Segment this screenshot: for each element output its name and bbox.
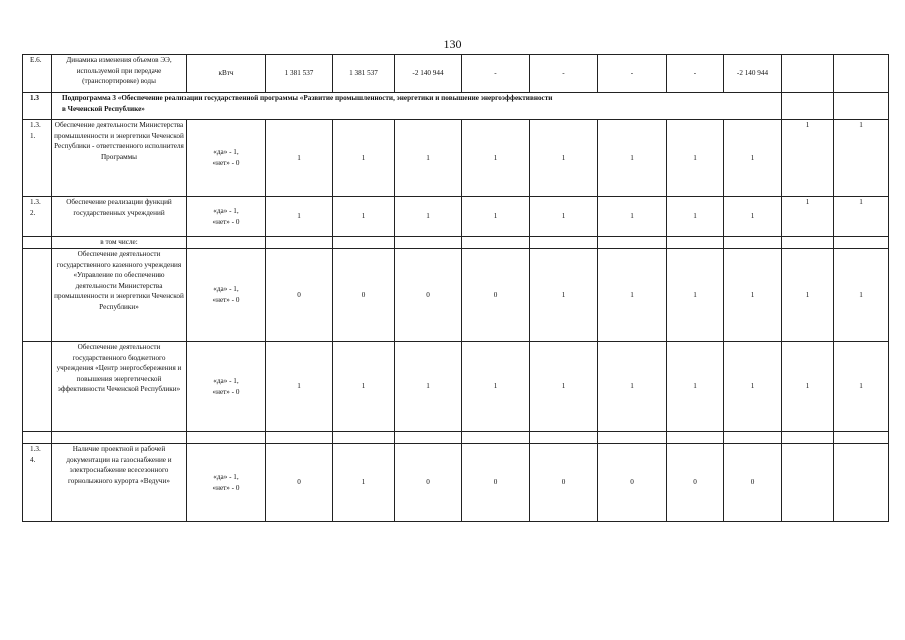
indicator-name: Обеспечение реализации функций государственных учреждений: [52, 197, 187, 237]
value-cell: 1: [333, 120, 395, 197]
empty-cell: [52, 432, 187, 444]
value-cell: 1: [462, 342, 530, 432]
empty-cell: [598, 237, 667, 249]
value-cell: 1: [266, 120, 333, 197]
unit-cell: «да» - 1, «нет» - 0: [187, 444, 266, 522]
empty-cell: [23, 249, 52, 342]
value-cell: 1: [724, 249, 782, 342]
empty-cell: [333, 432, 395, 444]
row-id: 1.3. 1.: [23, 120, 52, 197]
subprogram-row: [23, 93, 889, 120]
value-cell: 1: [598, 120, 667, 197]
value-cell: 1: [333, 197, 395, 237]
value-cell: -: [598, 55, 667, 93]
value-cell: 1: [333, 444, 395, 522]
value-cell: 1: [782, 197, 834, 237]
empty-cell: [23, 237, 52, 249]
value-cell: 1: [667, 342, 724, 432]
empty-cell: [266, 237, 333, 249]
value-cell: 1: [530, 120, 598, 197]
empty-cell: [724, 432, 782, 444]
row-id: 1.3. 2.: [23, 197, 52, 237]
empty-cell: [667, 237, 724, 249]
empty-cell: [598, 432, 667, 444]
page-number: 130: [443, 37, 462, 51]
indicator-name: Наличие проектной и рабочей документации на газоснабжение и электроснабжение всесезонного горнолыжного курорта «Ведучи»: [52, 444, 187, 522]
empty-cell: [834, 432, 889, 444]
value-cell: 1: [598, 249, 667, 342]
value-cell: [782, 444, 834, 522]
value-cell: 1 381 537: [333, 55, 395, 93]
table-row: [23, 342, 889, 432]
row-id: 1.3. 4.: [23, 444, 52, 522]
empty-cell: [667, 432, 724, 444]
value-cell: 1: [395, 342, 462, 432]
indicator-name: Динамика изменения объемов ЭЭ, используемой при передаче (транспортировке) воды: [52, 55, 187, 93]
indicators-table: [22, 54, 889, 522]
value-cell: 1: [598, 342, 667, 432]
table-row: [23, 197, 889, 237]
value-cell: [834, 444, 889, 522]
empty-cell: [530, 237, 598, 249]
indicator-name: Обеспечение деятельности Министерства промышленности и энергетики Чеченской Республики - ответственного исполнителя Программы: [52, 120, 187, 197]
value-cell: 1: [782, 120, 834, 197]
table-row: [23, 432, 889, 444]
value-cell: 1: [667, 120, 724, 197]
value-cell: 1: [462, 120, 530, 197]
indicator-name: Обеспечение деятельности государственного казенного учреждения «Управление по обеспечению деятельности Министерства промышленности и энергетики Чеченской Республики»: [52, 249, 187, 342]
empty-cell: [462, 432, 530, 444]
unit-cell: «да» - 1, «нет» - 0: [187, 249, 266, 342]
value-cell: 0: [462, 444, 530, 522]
empty-cell: [724, 237, 782, 249]
empty-cell: [266, 432, 333, 444]
indicator-name: Обеспечение деятельности государственного бюджетного учреждения «Центр энергосбережения и повышения энергетической эффективности Чеченской Республики»: [52, 342, 187, 432]
value-cell: 0: [266, 249, 333, 342]
empty-cell: [462, 237, 530, 249]
empty-cell: [187, 432, 266, 444]
empty-cell: [782, 237, 834, 249]
value-cell: 1: [333, 342, 395, 432]
value-cell: -: [462, 55, 530, 93]
value-cell: 1: [462, 197, 530, 237]
value-cell: 1: [530, 342, 598, 432]
subprogram-title: [52, 93, 782, 120]
value-cell: 1: [724, 197, 782, 237]
value-cell: [782, 55, 834, 93]
row-id: E.6.: [23, 55, 52, 93]
value-cell: 1: [724, 120, 782, 197]
value-cell: 1: [266, 342, 333, 432]
value-cell: 1: [530, 249, 598, 342]
value-cell: 1 381 537: [266, 55, 333, 93]
table-row: [23, 249, 889, 342]
value-cell: -2 140 944: [395, 55, 462, 93]
value-cell: [834, 55, 889, 93]
empty-cell: [834, 93, 889, 120]
empty-cell: [395, 237, 462, 249]
unit-cell: «да» - 1, «нет» - 0: [187, 197, 266, 237]
unit-cell: кВтч: [187, 55, 266, 93]
value-cell: 0: [395, 249, 462, 342]
value-cell: 0: [598, 444, 667, 522]
table-row: [23, 444, 889, 522]
empty-cell: [395, 432, 462, 444]
value-cell: 1: [266, 197, 333, 237]
value-cell: 1: [782, 249, 834, 342]
value-cell: 1: [395, 120, 462, 197]
value-cell: 1: [395, 197, 462, 237]
subprogram-title-line1: Подпрограмма 3 «Обеспечение реализации государственной программы «Развитие промышленности, энергетики и повышение энергоэффективности: [62, 94, 553, 102]
table-row: [23, 120, 889, 197]
unit-cell: «да» - 1, «нет» - 0: [187, 120, 266, 197]
value-cell: 0: [333, 249, 395, 342]
table-row: [23, 237, 889, 249]
value-cell: 0: [667, 444, 724, 522]
table-row: [23, 55, 889, 93]
value-cell: 1: [724, 342, 782, 432]
value-cell: 1: [834, 249, 889, 342]
value-cell: 1: [530, 197, 598, 237]
unit-cell: «да» - 1, «нет» - 0: [187, 342, 266, 432]
empty-cell: [782, 432, 834, 444]
subprogram-title-line2: в Чеченской Республике»: [62, 104, 145, 113]
value-cell: -: [667, 55, 724, 93]
row-id: 1.3: [23, 93, 52, 120]
empty-cell: [782, 93, 834, 120]
empty-cell: [23, 342, 52, 432]
value-cell: 0: [266, 444, 333, 522]
value-cell: 1: [667, 197, 724, 237]
value-cell: -2 140 944: [724, 55, 782, 93]
value-cell: -: [530, 55, 598, 93]
value-cell: 0: [462, 249, 530, 342]
value-cell: 1: [782, 342, 834, 432]
value-cell: 1: [598, 197, 667, 237]
empty-cell: [834, 237, 889, 249]
value-cell: 1: [834, 120, 889, 197]
value-cell: 0: [395, 444, 462, 522]
value-cell: 1: [667, 249, 724, 342]
empty-cell: [530, 432, 598, 444]
value-cell: 0: [724, 444, 782, 522]
empty-cell: [187, 237, 266, 249]
value-cell: 1: [834, 342, 889, 432]
value-cell: 1: [834, 197, 889, 237]
including-label: в том числе:: [52, 237, 187, 249]
value-cell: 0: [530, 444, 598, 522]
empty-cell: [23, 432, 52, 444]
empty-cell: [333, 237, 395, 249]
